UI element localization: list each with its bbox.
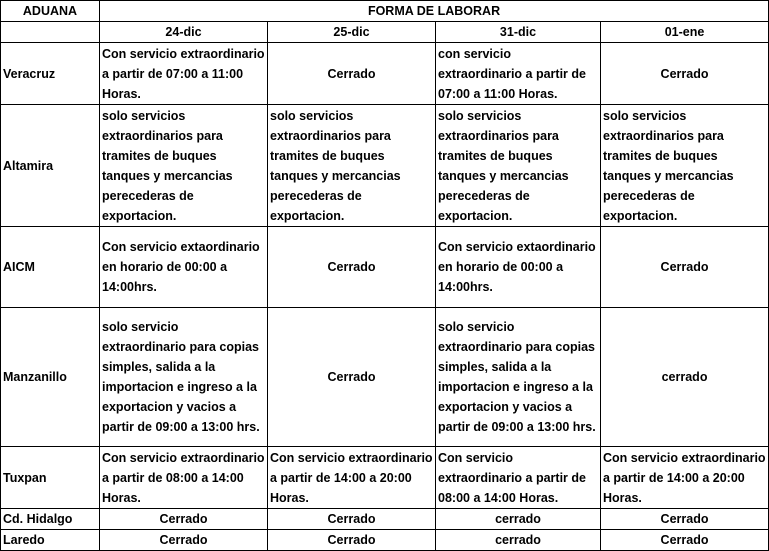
schedule-cell: Cerrado: [268, 227, 436, 308]
schedule-cell: Cerrado: [268, 308, 436, 447]
schedule-cell: cerrado: [436, 509, 601, 530]
aduana-name: Manzanillo: [1, 308, 100, 447]
schedule-cell: solo servicio extraordinario para copias simples, salida a la importacion e ingreso a la exportacion y vacios a partir de 09:00 a 13:00 hrs.: [100, 308, 268, 447]
schedule-cell: Cerrado: [601, 509, 769, 530]
schedule-cell: cerrado: [601, 308, 769, 447]
schedule-cell: Cerrado: [601, 227, 769, 308]
schedule-cell: Cerrado: [100, 530, 268, 551]
schedule-cell: con servicio extraordinario a partir de 07:00 a 11:00 Horas.: [436, 43, 601, 105]
schedule-cell: Cerrado: [601, 530, 769, 551]
aduana-name: Altamira: [1, 105, 100, 227]
schedule-cell: solo servicios extraordinarios para tramites de buques tanques y mercancias perecederas de exportacion.: [601, 105, 769, 227]
schedule-cell: Con servicio extaordinario en horario de 00:00 a 14:00hrs.: [436, 227, 601, 308]
header-date: 31-dic: [436, 22, 601, 43]
table-row: [1, 105, 769, 227]
schedule-cell: Con servicio extraordinario a partir de 07:00 a 11:00 Horas.: [100, 43, 268, 105]
table-row: [1, 227, 769, 308]
schedule-cell: Cerrado: [268, 509, 436, 530]
schedule-cell: Con servicio extraordinario a partir de 14:00 a 20:00 Horas.: [268, 447, 436, 509]
header-date: 25-dic: [268, 22, 436, 43]
schedule-cell: Con servicio extraordinario a partir de 14:00 a 20:00 Horas.: [601, 447, 769, 509]
header-blank: [1, 22, 100, 43]
table-row: [1, 530, 769, 551]
aduana-name: Laredo: [1, 530, 100, 551]
table-row: [1, 308, 769, 447]
header-date: 01-ene: [601, 22, 769, 43]
schedule-cell: Con servicio extaordinario en horario de 00:00 a 14:00hrs.: [100, 227, 268, 308]
table-row: [1, 43, 769, 105]
aduana-name: Veracruz: [1, 43, 100, 105]
header-forma-de-laborar: FORMA DE LABORAR: [100, 1, 769, 22]
table-row: [1, 509, 769, 530]
schedule-cell: solo servicios extraordinarios para tramites de buques tanques y mercancias perecederas de exportacion.: [436, 105, 601, 227]
schedule-cell: Cerrado: [601, 43, 769, 105]
schedule-cell: solo servicios extraordinarios para tramites de buques tanques y mercancias perecederas de exportacion.: [268, 105, 436, 227]
schedule-cell: Cerrado: [268, 530, 436, 551]
aduana-name: Cd. Hidalgo: [1, 509, 100, 530]
schedule-cell: Cerrado: [100, 509, 268, 530]
aduana-name: Tuxpan: [1, 447, 100, 509]
aduana-name: AICM: [1, 227, 100, 308]
table-row: [1, 447, 769, 509]
schedule-cell: solo servicios extraordinarios para tramites de buques tanques y mercancias perecederas de exportacion.: [100, 105, 268, 227]
schedule-cell: Cerrado: [268, 43, 436, 105]
schedule-cell: Con servicio extraordinario a partir de 08:00 a 14:00 Horas.: [100, 447, 268, 509]
schedule-cell: solo servicio extraordinario para copias simples, salida a la importacion e ingreso a la exportacion y vacios a partir de 09:00 a 13:00 hrs.: [436, 308, 601, 447]
schedule-cell: Con servicio extraordinario a partir de 08:00 a 14:00 Horas.: [436, 447, 601, 509]
schedule-cell: cerrado: [436, 530, 601, 551]
header-aduana: ADUANA: [1, 1, 100, 22]
header-date: 24-dic: [100, 22, 268, 43]
